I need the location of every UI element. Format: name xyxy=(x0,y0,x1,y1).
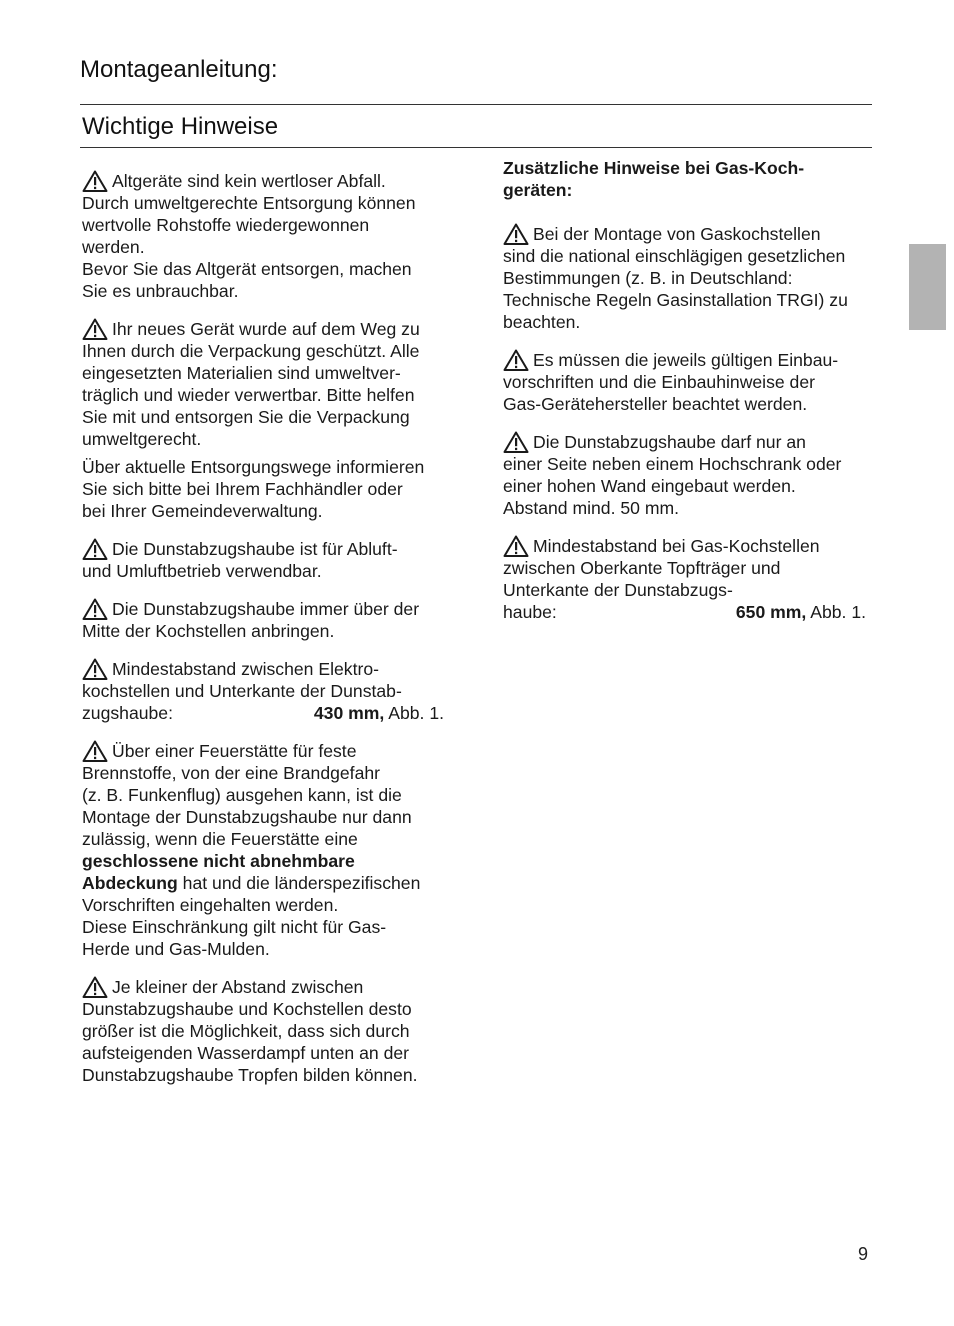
warning-triangle-icon xyxy=(82,658,109,680)
warning-triangle-icon xyxy=(82,170,109,192)
text-line: träglich und wieder verwertbar. Bitte helfen xyxy=(82,385,415,405)
section-divider xyxy=(80,147,872,148)
text-line: umweltgerecht. xyxy=(82,429,202,449)
bold-text: Abdeckung xyxy=(82,873,178,893)
text-line: Vorschriften eingehalten werden. xyxy=(82,895,339,915)
text-line: zulässig, wenn die Feuerstätte eine xyxy=(82,829,358,849)
text-line: sind die national einschlägigen gesetzlichen xyxy=(503,246,846,266)
text-line: Altgeräte sind kein wertloser Abfall. xyxy=(112,171,386,191)
note-packaging xyxy=(82,318,454,450)
text-line: Über aktuelle Entsorgungswege informieren xyxy=(82,457,425,477)
text-line: Die Dunstabzugshaube immer über der xyxy=(112,599,420,619)
warning-triangle-icon xyxy=(82,976,109,998)
text-line: Brennstoffe, von der eine Brandgefahr xyxy=(82,763,380,783)
measurement-row xyxy=(82,702,444,724)
note-mounting-center xyxy=(82,598,454,642)
text-line: Ihnen durch die Verpackung geschützt. Alle xyxy=(82,341,420,361)
page-number: 9 xyxy=(858,1244,869,1264)
text-line: Technische Regeln Gasinstallation TRGI) zu xyxy=(503,290,848,310)
text-line: Diese Einschränkung gilt nicht für Gas- xyxy=(82,917,387,937)
language-tab-marker xyxy=(909,244,946,330)
text-line: Mindestabstand zwischen Elektro- xyxy=(112,659,379,679)
measurement-label: haube: xyxy=(503,602,557,622)
note-gas-regulations xyxy=(503,223,875,333)
figure-reference: Abb. 1. xyxy=(810,602,866,622)
text-line: Mitte der Kochstellen anbringen. xyxy=(82,621,335,641)
text-line: zwischen Oberkante Topfträger und xyxy=(503,558,781,578)
text-line: Sie sich bitte bei Ihrem Fachhändler oder xyxy=(82,479,403,499)
note-operation-mode xyxy=(82,538,454,582)
text-line: Je kleiner der Abstand zwischen xyxy=(112,977,364,997)
note-condensation xyxy=(82,976,454,1086)
text-line: Mindestabstand bei Gas-Kochstellen xyxy=(533,536,820,556)
text-line: einer Seite neben einem Hochschrank oder xyxy=(503,454,842,474)
text-line: Bestimmungen (z. B. in Deutschland: xyxy=(503,268,793,288)
text-line: einer hohen Wand eingebaut werden. xyxy=(503,476,796,496)
text-line: hat und die länderspezifischen xyxy=(177,873,421,893)
note-min-distance-electric xyxy=(82,658,454,724)
warning-triangle-icon xyxy=(503,349,530,371)
text-line: Montage der Dunstabzugshaube nur dann xyxy=(82,807,412,827)
note-disposal xyxy=(82,170,454,302)
text-line: vorschriften und die Einbauhinweise der xyxy=(503,372,815,392)
warning-triangle-icon xyxy=(503,431,530,453)
text-line: Über einer Feuerstätte für feste xyxy=(112,741,357,761)
warning-triangle-icon xyxy=(82,740,109,762)
text-line: Dunstabzugshaube und Kochstellen desto xyxy=(82,999,412,1019)
figure-reference: Abb. 1. xyxy=(388,703,444,723)
text-line: größer ist die Möglichkeit, dass sich durch xyxy=(82,1021,410,1041)
text-line: Bevor Sie das Altgerät entsorgen, machen xyxy=(82,259,412,279)
text-line: Dunstabzugshaube Tropfen bilden können. xyxy=(82,1065,418,1085)
left-column xyxy=(82,170,454,1102)
text-line: Herde und Gas-Mulden. xyxy=(82,939,270,959)
measurement-value: 430 mm, xyxy=(313,703,385,723)
text-line: aufsteigenden Wasserdampf unten an der xyxy=(82,1043,409,1063)
measurement-row xyxy=(503,601,866,623)
warning-triangle-icon xyxy=(82,598,109,620)
text-line: Gas-Gerätehersteller beachtet werden. xyxy=(503,394,808,414)
text-line: beachten. xyxy=(503,312,581,332)
right-column xyxy=(503,157,875,639)
text-line: eingesetzten Materialien sind umweltver- xyxy=(82,363,401,383)
note-fireplace xyxy=(82,740,454,960)
text-line: Es müssen die jeweils gültigen Einbau- xyxy=(533,350,839,370)
text-line: geräten: xyxy=(503,180,573,200)
text-line: werden. xyxy=(82,237,145,257)
measurement-label: zugshaube: xyxy=(82,703,173,723)
warning-triangle-icon xyxy=(503,535,530,557)
text-line: Sie mit und entsorgen Sie die Verpackung xyxy=(82,407,410,427)
text-line: bei Ihrer Gemeindeverwaltung. xyxy=(82,501,323,521)
title-divider xyxy=(80,104,872,105)
warning-triangle-icon xyxy=(82,318,109,340)
text-line: kochstellen und Unterkante der Dunstab- xyxy=(82,681,402,701)
warning-triangle-icon xyxy=(82,538,109,560)
text-line: Sie es unbrauchbar. xyxy=(82,281,239,301)
bold-text: geschlossene nicht abnehmbare xyxy=(82,851,355,871)
text-line: Die Dunstabzugshaube darf nur an xyxy=(533,432,806,452)
note-min-distance-gas xyxy=(503,535,875,623)
text-line: wertvolle Rohstoffe wiedergewonnen xyxy=(82,215,370,235)
gas-subheading xyxy=(503,157,875,201)
text-line: Abstand mind. 50 mm. xyxy=(503,498,680,518)
note-disposal-info xyxy=(82,456,454,522)
measurement-value: 650 mm, xyxy=(735,602,807,622)
text-line: Unterkante der Dunstabzugs- xyxy=(503,580,733,600)
text-line: Bei der Montage von Gaskochstellen xyxy=(533,224,821,244)
page-title: Montageanleitung: xyxy=(80,56,278,83)
text-line: Durch umweltgerechte Entsorgung können xyxy=(82,193,416,213)
warning-triangle-icon xyxy=(503,223,530,245)
text-line: Die Dunstabzugshaube ist für Abluft- xyxy=(112,539,398,559)
text-line: (z. B. Funkenflug) ausgehen kann, ist die xyxy=(82,785,402,805)
text-line: Zusätzliche Hinweise bei Gas-Koch- xyxy=(503,158,805,178)
text-line: und Umluftbetrieb verwendbar. xyxy=(82,561,322,581)
note-gas-installation xyxy=(503,349,875,415)
text-line: Ihr neues Gerät wurde auf dem Weg zu xyxy=(112,319,420,339)
note-side-cabinet xyxy=(503,431,875,519)
section-heading: Wichtige Hinweise xyxy=(82,113,279,140)
